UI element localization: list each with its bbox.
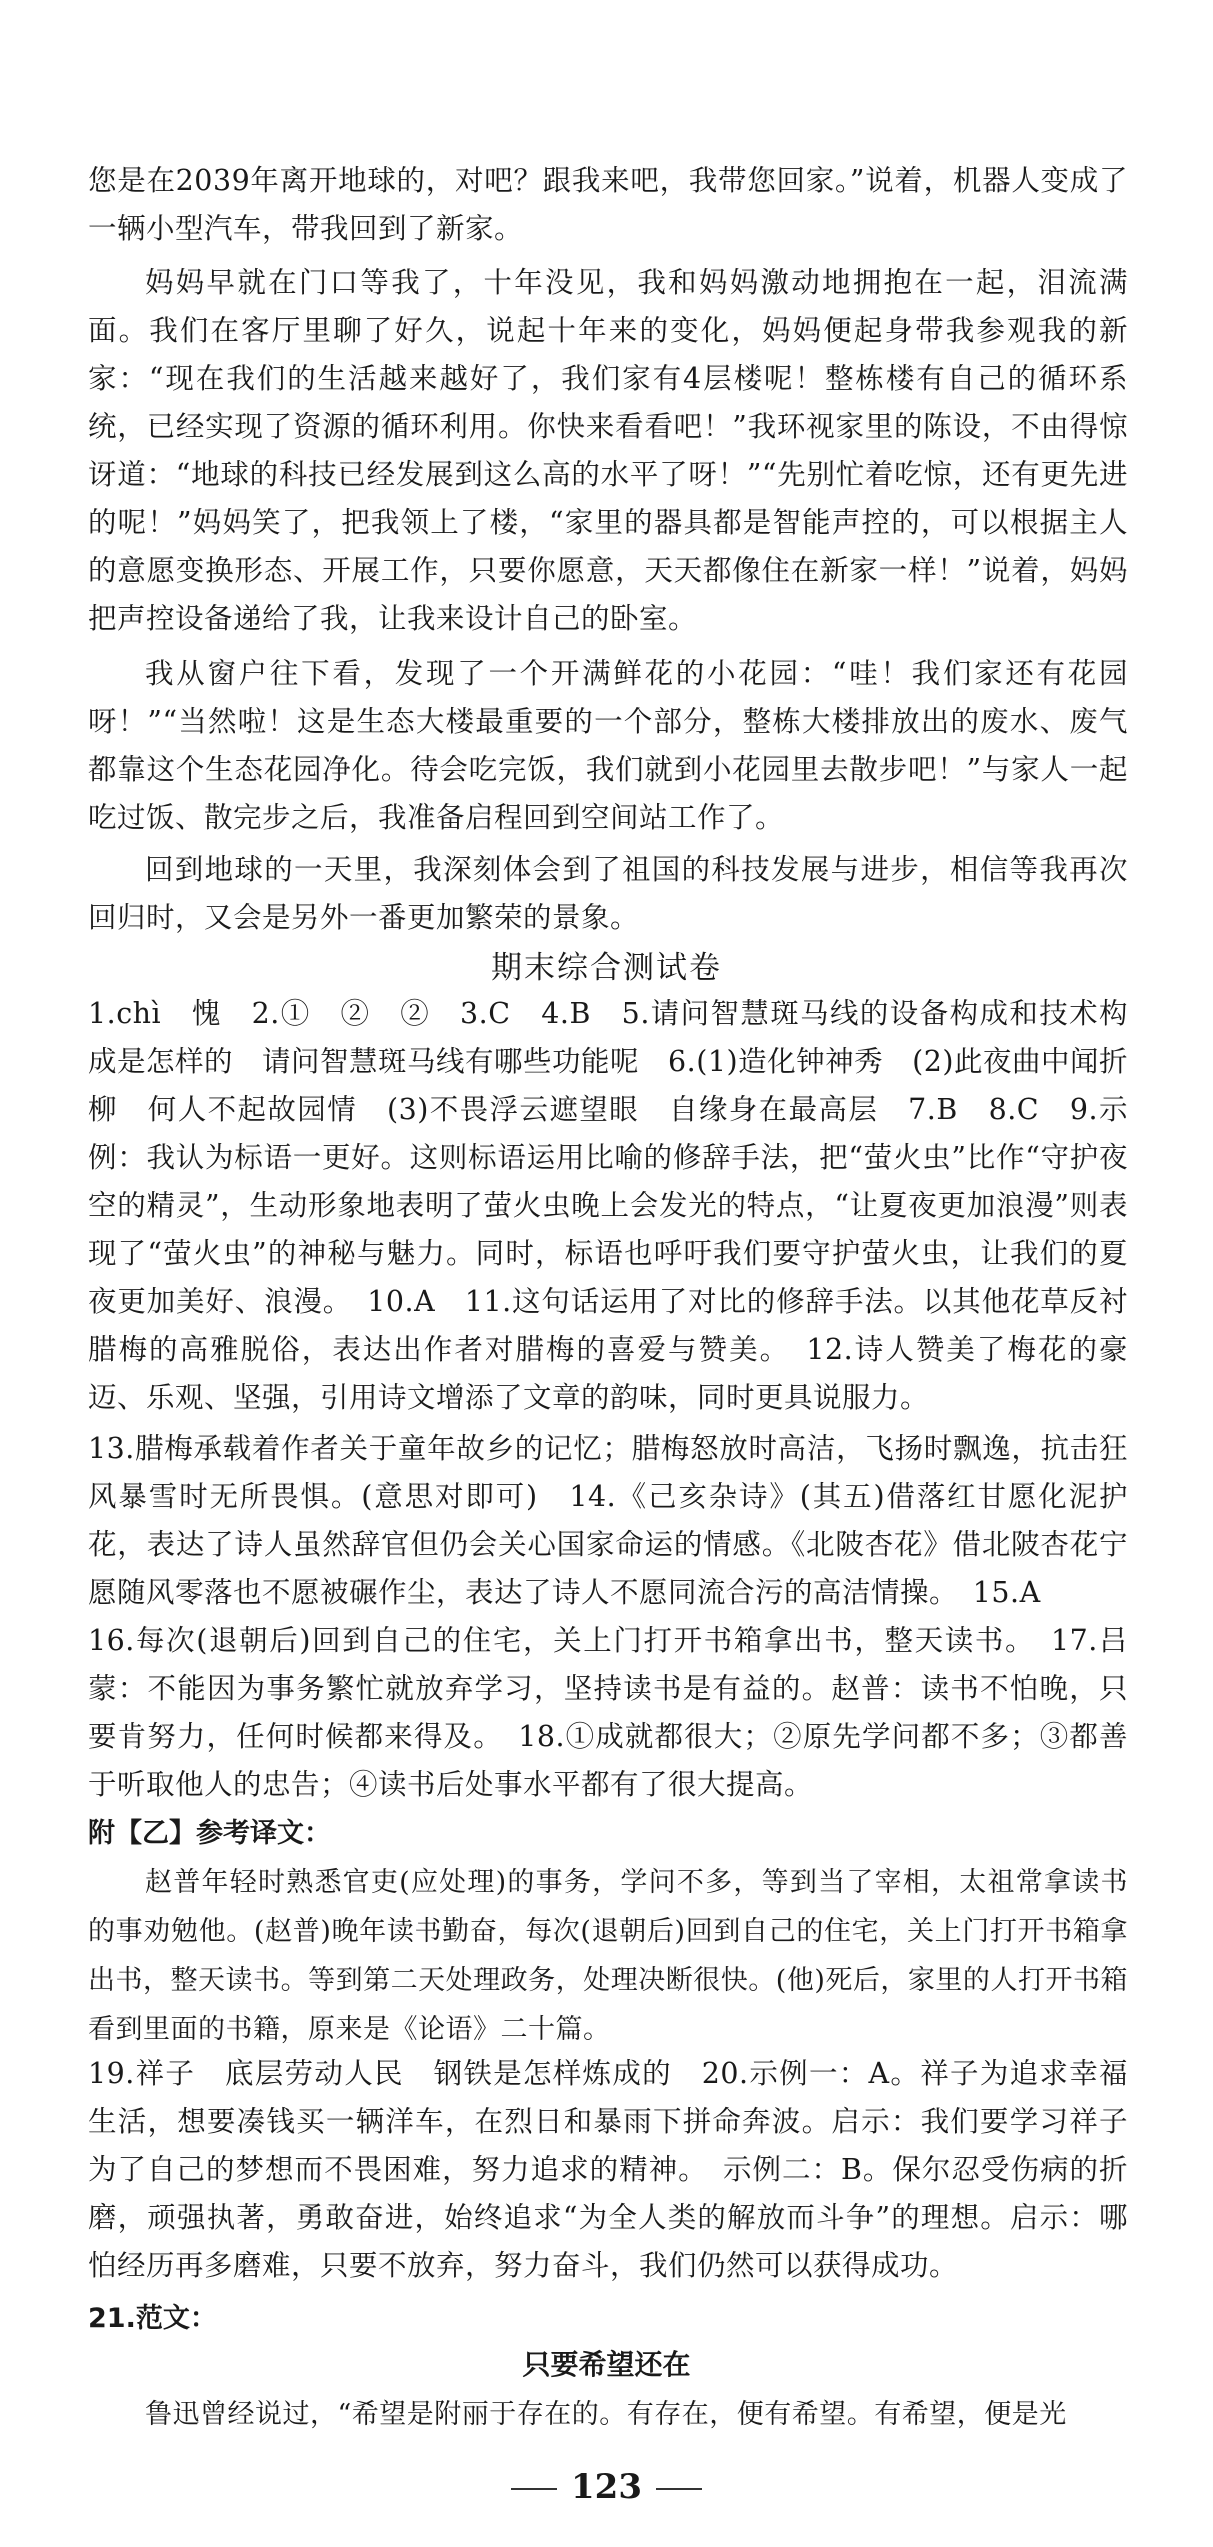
- right-dash: [656, 2488, 702, 2490]
- essay-paragraph-1: 鲁迅曾经说过，“希望是附丽于存在的。有存在，便有希望。有希望，便是光: [145, 2399, 1067, 2430]
- page-footer: [0, 2465, 1213, 2509]
- story-paragraph-2: 妈妈早就在门口等我了，十年没见，我和妈妈激动地拥抱在一起，泪流满面。我们在客厅里聊了好久，说起十年来的变化，妈妈便起身带我参观我的新家：“现在我们的生活越来越好了，我们家有4层楼呢！整栋楼有自己的循环系统，已经实现了资源的循环利用。你快来看看吧！”我环视家里的陈设，不由得惊讶道：“地球的科技已经发展到这么高的水平了呀！”“先别忙着吃惊，还有更先进的呢！”妈妈笑了，把我领上了楼，“家里的器具都是智能声控的，可以根据主人的意愿变换形态、开展工作，只要你愿意，天天都像住在新家一样！”说着，妈妈把声控设备递给了我，让我来设计自己的卧室。: [88, 266, 1128, 635]
- answers-16-18: 16.每次(退朝后)回到自己的住宅，关上门打开书箱拿出书，整天读书。 17.吕蒙：不能因为事务繁忙就放弃学习，坚持读书是有益的。赵普：读书不怕晚，只要肯努力，任何时候都来得及。 18.①成就都很大；②原先学问都不多；③都善于听取他人的忠告；④读书后处事水平都有了很大提高。: [88, 1624, 1128, 1801]
- answers-19-20: 19.祥子 底层劳动人民 钢铁是怎样炼成的 20.示例一：A。祥子为追求幸福生活，想要凑钱买一辆洋车，在烈日和暴雨下拼命奔波。启示：我们要学习祥子为了自己的梦想而不畏困难，努力追求的精神。 示例二：B。保尔忍受伤病的折磨，顽强执著，勇敢奋进，始终追求“为全人类的解放而斗争”的理想。启示：哪怕经历再多磨难，只要不放弃，努力奋斗，我们仍然可以获得成功。: [88, 2057, 1128, 2282]
- essay-label: 21.范文：: [88, 2303, 217, 2334]
- story-paragraph-4: 回到地球的一天里，我深刻体会到了祖国的科技发展与进步，相信等我再次回归时，又会是另外一番更加繁荣的景象。: [88, 853, 1128, 934]
- story-paragraph-3: 我从窗户往下看，发现了一个开满鲜花的小花园：“哇！我们家还有花园呀！”“当然啦！这是生态大楼最重要的一个部分，整栋大楼排放出的废水、废气都靠这个生态花园净化。待会吃完饭，我们就到小花园里去散步吧！”与家人一起吃过饭、散完步之后，我准备启程回到空间站工作了。: [88, 657, 1128, 834]
- translation-label: 附【乙】参考译文：: [88, 1818, 331, 1849]
- page-number: 123: [571, 2467, 642, 2507]
- answers-1-12: 1.chì 愧 2.① ② ② 3.C 4.B 5.请问智慧斑马线的设备构成和技术构成是怎样的 请问智慧斑马线有哪些功能呢 6.(1)造化钟神秀 (2)此夜曲中闻折柳 何人不起故园情 (3)不畏浮云遮望眼 自缘身在最高层 7.B 8.C 9.示例：我认为标语一更好。这则标语运用比喻的修辞手法，把“萤火虫”比作“守护夜空的精灵”，生动形象地表明了萤火虫晚上会发光的特点，“让夏夜更加浪漫”则表现了“萤火虫”的神秘与魅力。同时，标语也呼吁我们要守护萤火虫，让我们的夏夜更加美好、浪漫。 10.A 11.这句话运用了对比的修辞手法。以其他花草反衬腊梅的高雅脱俗，表达出作者对腊梅的喜爱与赞美。 12.诗人赞美了梅花的豪迈、乐观、坚强，引用诗文增添了文章的韵味，同时更具说服力。: [88, 997, 1128, 1414]
- translation-text: 赵普年轻时熟悉官吏(应处理)的事务，学问不多，等到当了宰相，太祖常拿读书的事劝勉他。(赵普)晚年读书勤奋，每次(退朝后)回到自己的住宅，关上门打开书箱拿出书，整天读书。等到第二天处理政务，处理决断很快。(他)死后，家里的人打开书箱看到里面的书籍，原来是《论语》二十篇。: [88, 1867, 1128, 2045]
- answers-13-15: 13.腊梅承载着作者关于童年故乡的记忆；腊梅怒放时高洁，飞扬时飘逸，抗击狂风暴雪时无所畏惧。(意思对即可) 14.《己亥杂诗》(其五)借落红甘愿化泥护花，表达了诗人虽然辞官但仍会关心国家命运的情感。《北陂杏花》借北陂杏花宁愿随风零落也不愿被碾作尘，表达了诗人不愿同流合污的高洁情操。 15.A: [88, 1432, 1128, 1609]
- exam-title: 期末综合测试卷: [491, 950, 722, 986]
- left-dash: [511, 2488, 557, 2490]
- essay-title: 只要希望还在: [522, 2348, 691, 2381]
- story-paragraph-1: 您是在2039年离开地球的，对吧？跟我来吧，我带您回家。”说着，机器人变成了一辆小型汽车，带我回到了新家。: [88, 164, 1128, 245]
